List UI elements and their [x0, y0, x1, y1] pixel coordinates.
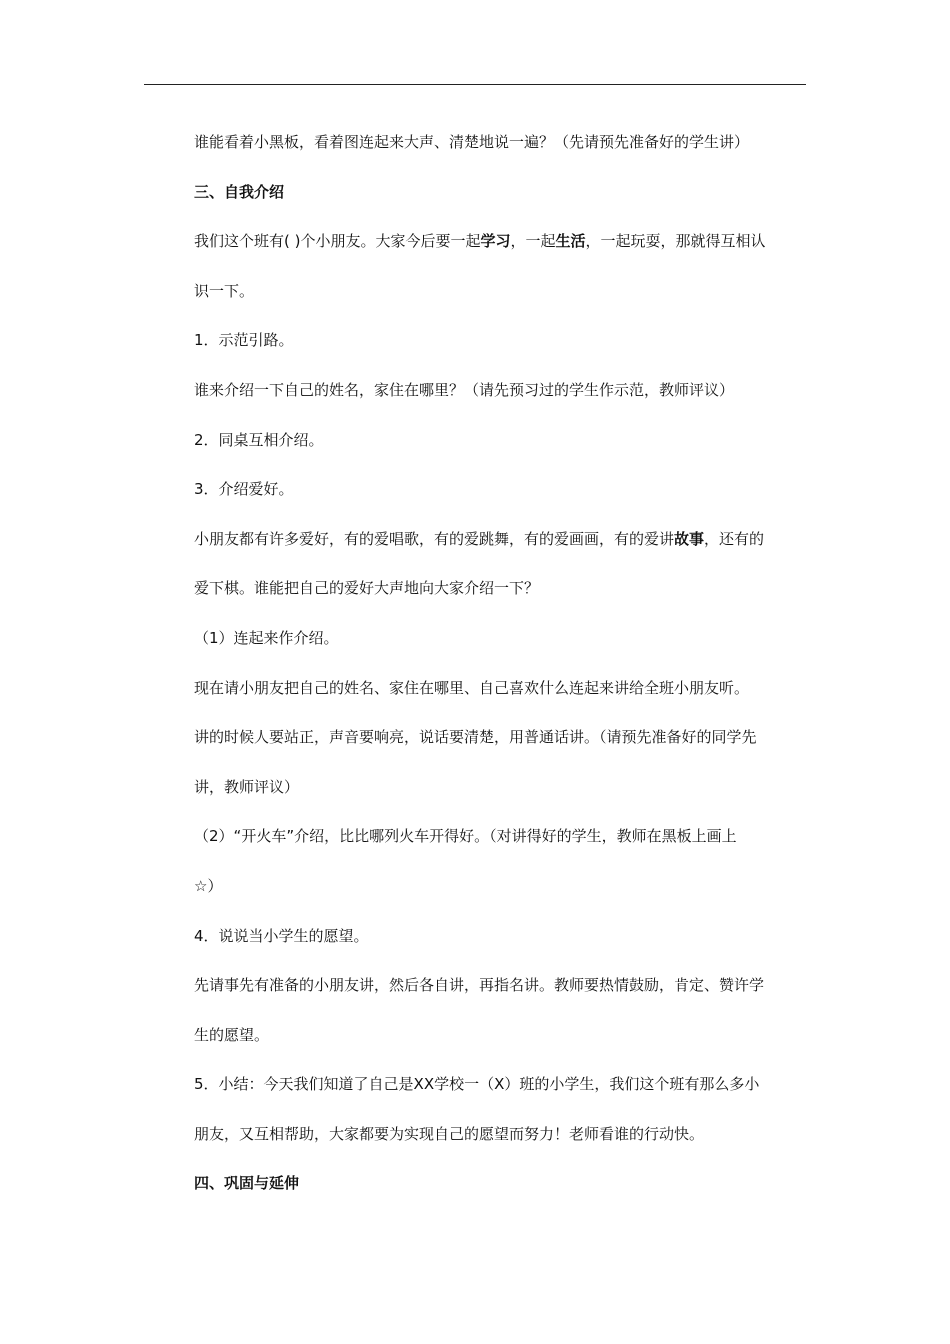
item-5-summary-2: 朋友，又互相帮助，大家都要为实现自己的愿望而努力！老师看谁的行动快。	[194, 1124, 705, 1143]
header-rule	[144, 84, 806, 85]
subitem-1: （1）连起来作介绍。	[194, 628, 339, 647]
line-hobbies-1	[194, 515, 808, 565]
heading-self-intro: 三、自我介绍	[194, 182, 285, 201]
bold-word-story: 故事	[674, 529, 705, 548]
line-demo-question: 谁来介绍一下自己的姓名，家住在哪里？（请先预习过的学生作示范，教师评议）	[194, 380, 735, 399]
item-1-demo: 1．示范引路。	[194, 331, 294, 350]
text-run: ，还有的	[704, 529, 765, 548]
item-3-hobbies: 3．介绍爱好。	[194, 480, 294, 499]
bold-word-study: 学习	[480, 232, 511, 251]
line-class-intro-2: 识一下。	[194, 281, 255, 300]
line-connect-1: 现在请小朋友把自己的姓名、家住在哪里、自己喜欢什么连起来讲给全班小朋友听。	[194, 678, 750, 697]
heading-consolidate: 四、巩固与延伸	[194, 1174, 300, 1193]
line-connect-3: 讲，教师评议）	[194, 777, 300, 796]
line-connect-2: 讲的时候人要站正，声音要响亮，说话要清楚，用普通话讲。（请预先准备好的同学先	[194, 728, 757, 747]
line-hobbies-2: 爱下棋。谁能把自己的爱好大声地向大家介绍一下？	[194, 579, 540, 598]
text-run: ，一起	[510, 232, 556, 251]
bold-word-life: 生活	[555, 232, 586, 251]
document-body	[194, 118, 808, 1209]
subitem-2-1: （2）“开火车”介绍，比比哪列火车开得好。（对讲得好的学生，教师在黑板上画上	[194, 827, 737, 846]
line-class-intro-1	[194, 217, 808, 267]
text-run: ，一起玩耍，那就得互相认	[585, 232, 766, 251]
subitem-2-2: ☆）	[194, 876, 223, 895]
text-run: 小朋友都有许多爱好，有的爱唱歌，有的爱跳舞，有的爱画画，有的爱讲	[194, 529, 675, 548]
text-run: 我们这个班有( )个小朋友。大家今后要一起	[194, 232, 481, 251]
line-wishes-1: 先请事先有准备的小朋友讲，然后各自讲，再指名讲。教师要热情鼓励，肯定、赞许学	[194, 976, 765, 995]
item-2-deskmates: 2．同桌互相介绍。	[194, 430, 324, 449]
line-wishes-2: 生的愿望。	[194, 1025, 270, 1044]
line-blackboard-retell: 谁能看着小黑板，看着图连起来大声、清楚地说一遍？（先请预先准备好的学生讲）	[194, 133, 750, 151]
item-5-summary-1: 5．小结：今天我们知道了自己是XX学校一（X）班的小学生，我们这个班有那么多小	[194, 1075, 760, 1094]
item-4-wishes: 4．说说当小学生的愿望。	[194, 926, 369, 945]
